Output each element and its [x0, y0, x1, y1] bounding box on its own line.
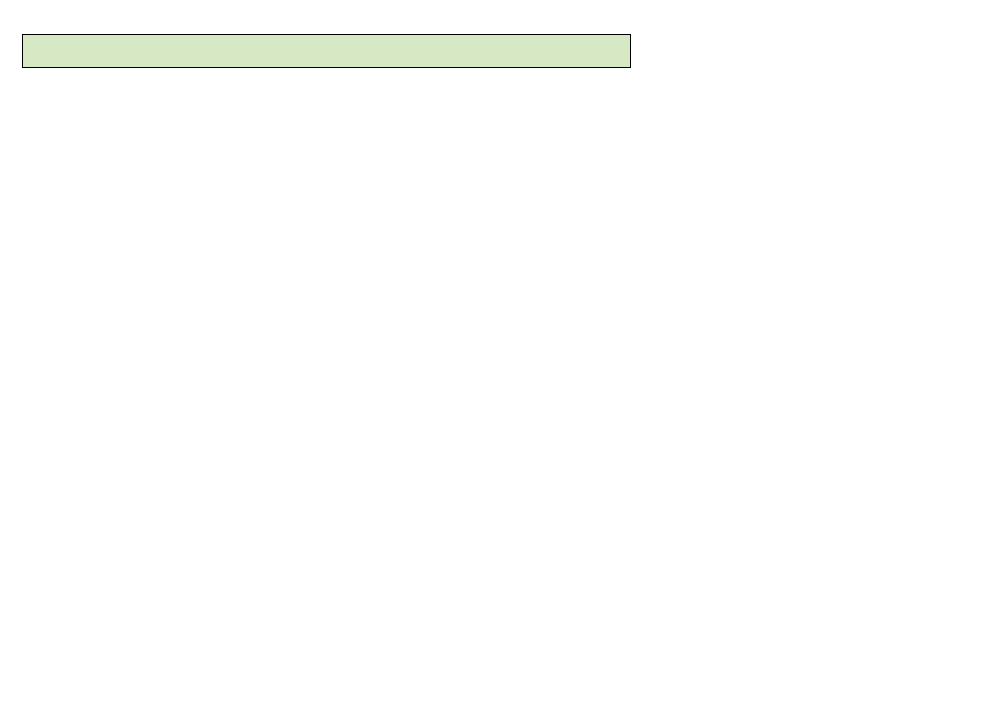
quarter-label	[23, 35, 631, 68]
quarter-section	[23, 35, 631, 68]
lesson-plan-table	[22, 34, 631, 68]
quarter-header-row	[23, 35, 631, 68]
